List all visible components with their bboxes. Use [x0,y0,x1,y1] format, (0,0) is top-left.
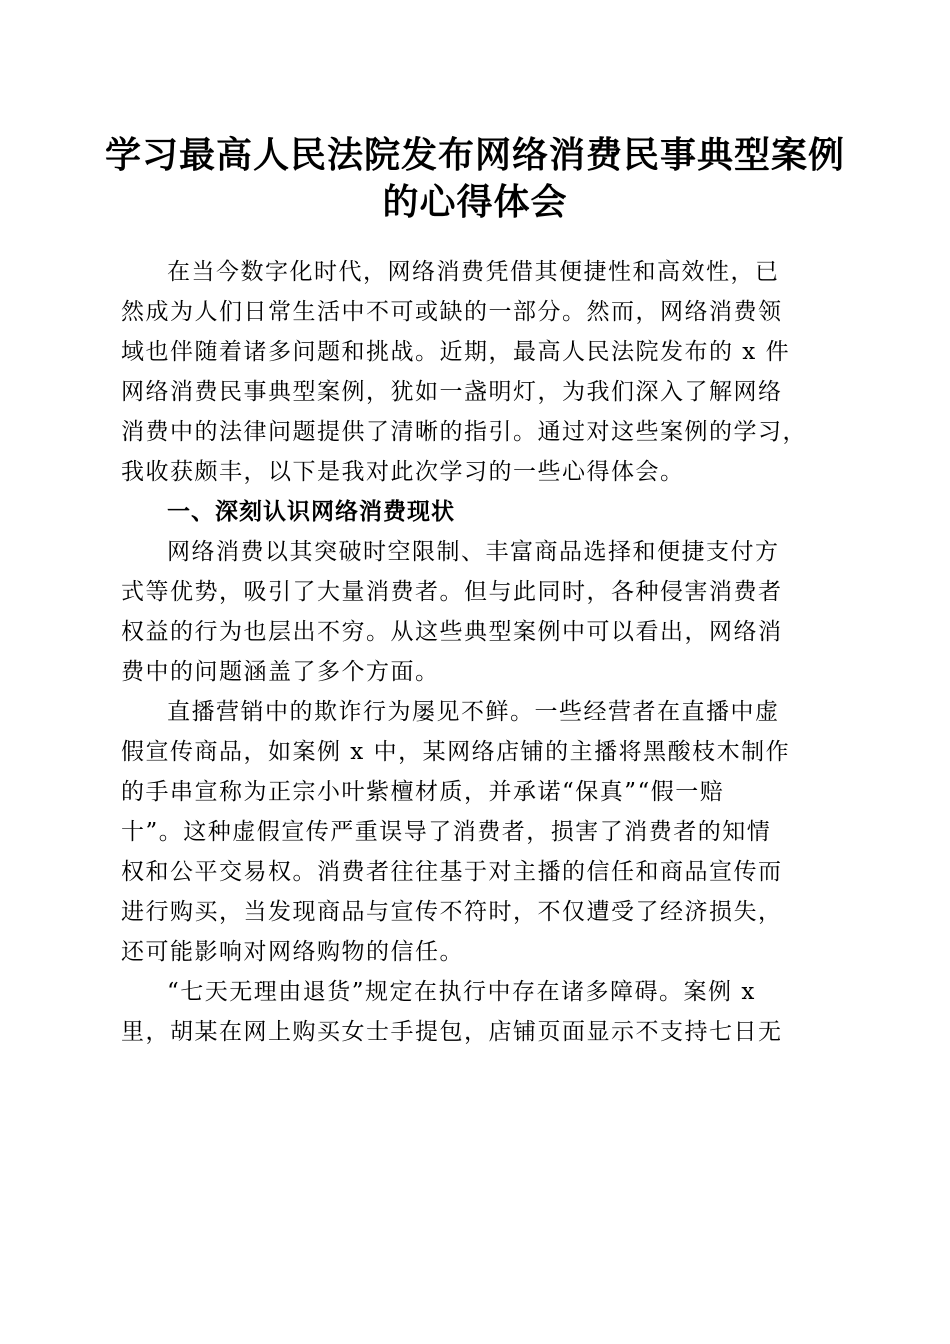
text-line: 的手串宣称为正宗小叶紫檀材质，并承诺“保真”“假一赔 [121,779,725,805]
text-line: 我收获颇丰，以下是我对此次学习的一些心得体会。 [121,459,685,485]
text-line: 权和公平交易权。消费者往往基于对主播的信任和商品宣传而 [121,859,783,885]
document-body [121,252,833,1052]
paragraph-intro [121,252,833,492]
text-line: 进行购买，当发现商品与宣传不符时，不仅遭受了经济损失， [121,899,783,925]
text-line: “七天无理由退货”规定在执行中存在诸多障碍。案例 x [167,979,756,1005]
text-line: 还可能影响对网络购物的信任。 [121,939,464,965]
text-line: 消费中的法律问题提供了清晰的指引。通过对这些案例的学习， [121,419,807,445]
text-line: 权益的行为也层出不穷。从这些典型案例中可以看出，网络消 [121,619,783,645]
text-line: 十”。这种虚假宣传严重误导了消费者，损害了消费者的知情 [121,819,772,845]
paragraph-seven-day-return [121,972,833,1052]
text-line: 费中的问题涵盖了多个方面。 [121,659,440,685]
text-line: 在当今数字化时代，网络消费凭借其便捷性和高效性，已 [167,259,780,285]
paragraph-livestream-fraud [121,692,833,972]
title-line-1: 学习最高人民法院发布网络消费民事典型案例 [104,134,845,176]
title-line-2: 的心得体会 [382,181,568,223]
text-line: 网络消费以其突破时空限制、丰富商品选择和便捷支付方 [167,539,780,565]
section-heading-1: 一、深刻认识网络消费现状 [167,499,455,525]
text-line: 网络消费民事典型案例，犹如一盏明灯，为我们深入了解网络 [121,379,783,405]
text-line: 里，胡某在网上购买女士手提包，店铺页面显示不支持七日无 [121,1019,783,1045]
text-line: 假宣传商品，如案例 x 中，某网络店铺的主播将黑酸枝木制作 [121,739,791,765]
text-line: 域也伴随着诸多问题和挑战。近期，最高人民法院发布的 x 件 [121,339,791,365]
text-line: 直播营销中的欺诈行为屡见不鲜。一些经营者在直播中虚 [167,699,780,725]
text-line: 式等优势，吸引了大量消费者。但与此同时，各种侵害消费者 [121,579,783,605]
paragraph-current-status [121,532,833,692]
document-title [0,132,950,226]
text-line: 然成为人们日常生活中不可或缺的一部分。然而，网络消费领 [121,299,783,325]
